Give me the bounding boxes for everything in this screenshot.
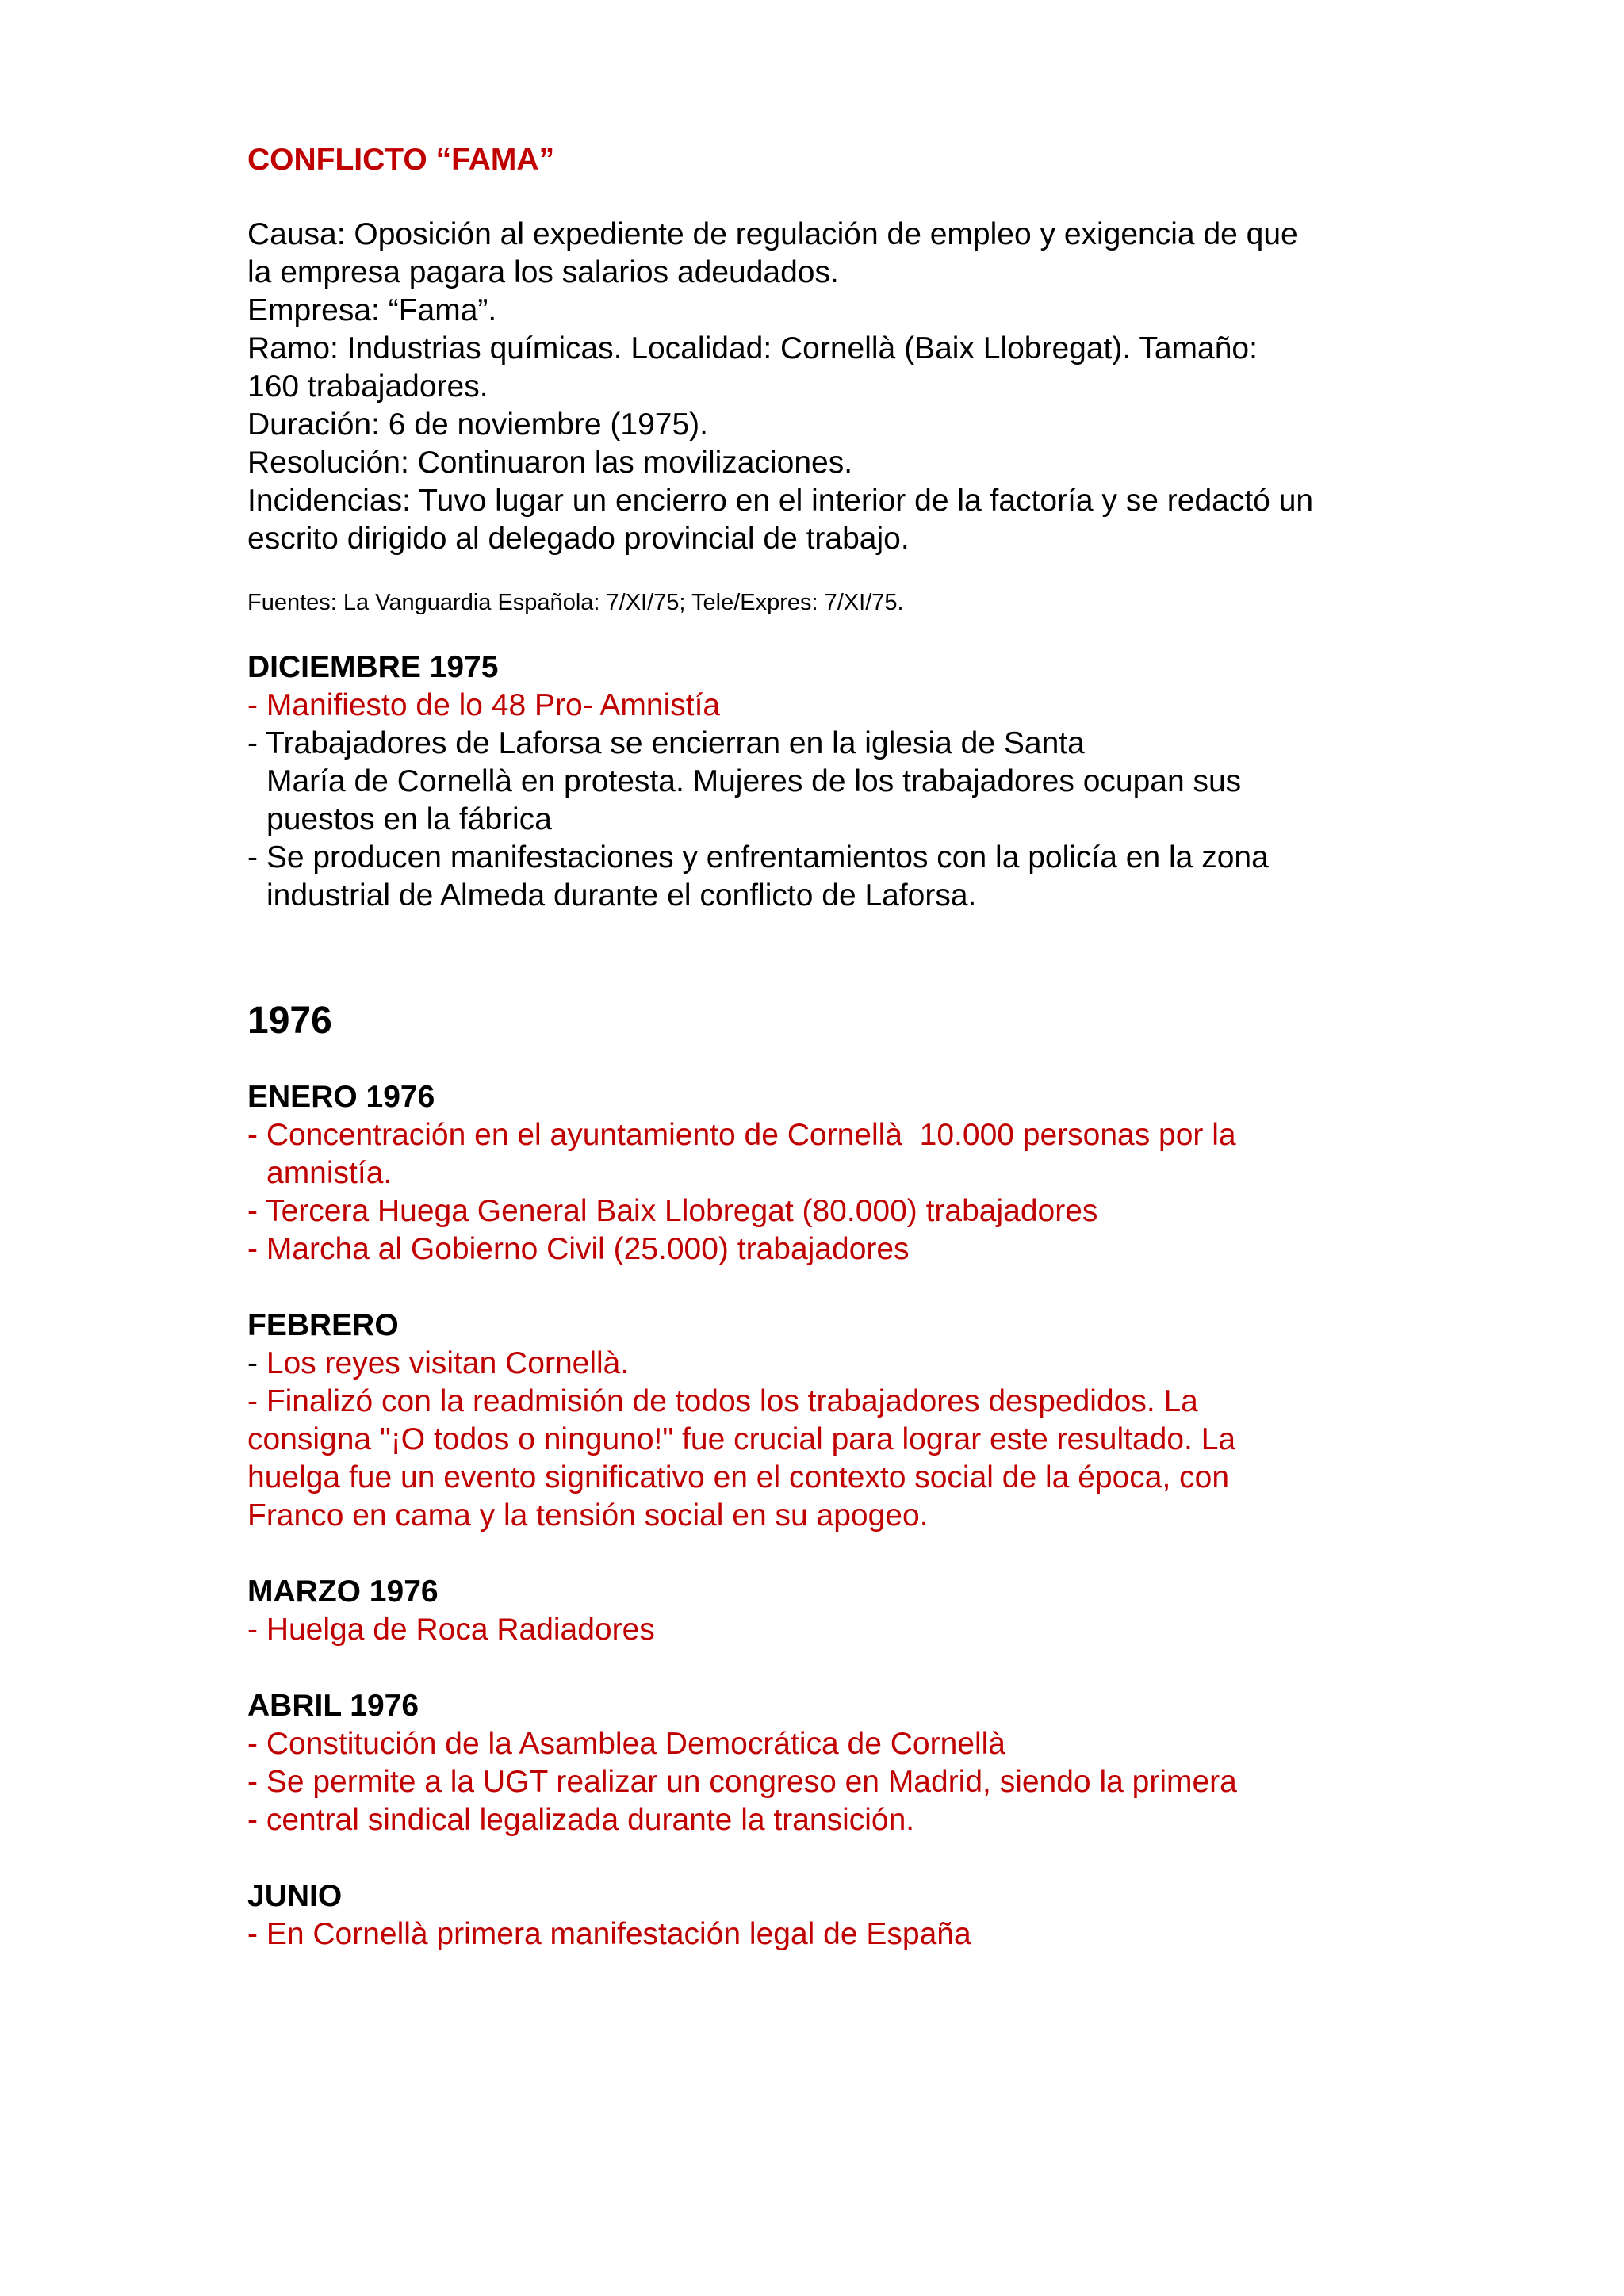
list-item-text: Los reyes visitan Cornellà. <box>266 1346 630 1380</box>
fama-line: Causa: Oposición al expediente de regulación de empleo y exigencia de que <box>247 217 1298 251</box>
list-item: - En Cornellà primera manifestación legal de España <box>247 1917 971 1951</box>
list-item-continuation: amnistía. <box>266 1156 393 1190</box>
list-item-continuation: María de Cornellà en protesta. Mujeres de los trabajadores ocupan sus <box>266 764 1242 798</box>
fama-line: Ramo: Industrias químicas. Localidad: Cornellà (Baix Llobregat). Tamaño: <box>247 331 1258 365</box>
febrero-heading: FEBRERO <box>247 1308 399 1342</box>
enero-heading: ENERO 1976 <box>247 1080 435 1114</box>
marzo-heading: MARZO 1976 <box>247 1575 439 1609</box>
fama-line: 160 trabajadores. <box>247 369 488 404</box>
list-item: - Marcha al Gobierno Civil (25.000) trabajadores <box>247 1232 910 1266</box>
year-heading: 1976 <box>247 1000 332 1042</box>
list-item: - Manifiesto de lo 48 Pro- Amnistía <box>247 688 721 722</box>
diciembre-heading: DICIEMBRE 1975 <box>247 650 499 684</box>
list-item: - Se permite a la UGT realizar un congreso en Madrid, siendo la primera <box>247 1765 1237 1799</box>
list-item: - Se producen manifestaciones y enfrentamientos con la policía en la zona <box>247 840 1269 874</box>
list-item: - Finalizó con la readmisión de todos los trabajadores despedidos. La <box>247 1384 1198 1418</box>
list-item: - Huelga de Roca Radiadores <box>247 1613 655 1647</box>
list-item-continuation: puestos en la fábrica <box>266 802 552 836</box>
list-item-continuation: consigna "¡O todos o ninguno!" fue crucial para lograr este resultado. La <box>247 1422 1236 1456</box>
fama-details <box>247 216 1389 558</box>
list-item <box>247 1345 1389 1383</box>
fama-line: Duración: 6 de noviembre (1975). <box>247 408 708 442</box>
fama-line: Incidencias: Tuvo lugar un encierro en el interior de la factoría y se redactó un <box>247 484 1314 518</box>
abril-heading: ABRIL 1976 <box>247 1689 419 1723</box>
fama-line: Empresa: “Fama”. <box>247 293 497 327</box>
list-item: - Tercera Huega General Baix Llobregat (80.000) trabajadores <box>247 1194 1098 1228</box>
list-item: - Concentración en el ayuntamiento de Cornellà 10.000 personas por la <box>247 1118 1236 1152</box>
fama-line: escrito dirigido al delegado provincial de trabajo. <box>247 522 910 556</box>
fama-sources: Fuentes: La Vanguardia Española: 7/XI/75; Tele/Expres: 7/XI/75. <box>247 590 904 615</box>
fama-line: la empresa pagara los salarios adeudados. <box>247 255 839 289</box>
document-page <box>247 141 1389 1954</box>
list-item: - Trabajadores de Laforsa se encierran en la iglesia de Santa <box>247 726 1085 760</box>
list-item-continuation: huelga fue un evento significativo en el contexto social de la época, con <box>247 1460 1230 1494</box>
list-dash: - <box>247 1346 266 1380</box>
list-item-continuation: industrial de Almeda durante el conflicto de Laforsa. <box>266 878 977 913</box>
junio-heading: JUNIO <box>247 1879 343 1913</box>
fama-title: CONFLICTO “FAMA” <box>247 143 555 177</box>
list-item-continuation: Franco en cama y la tensión social en su apogeo. <box>247 1498 929 1533</box>
fama-line: Resolución: Continuaron las movilizaciones. <box>247 446 853 480</box>
list-item: - central sindical legalizada durante la transición. <box>247 1803 915 1837</box>
list-item: - Constitución de la Asamblea Democrática de Cornellà <box>247 1727 1005 1761</box>
